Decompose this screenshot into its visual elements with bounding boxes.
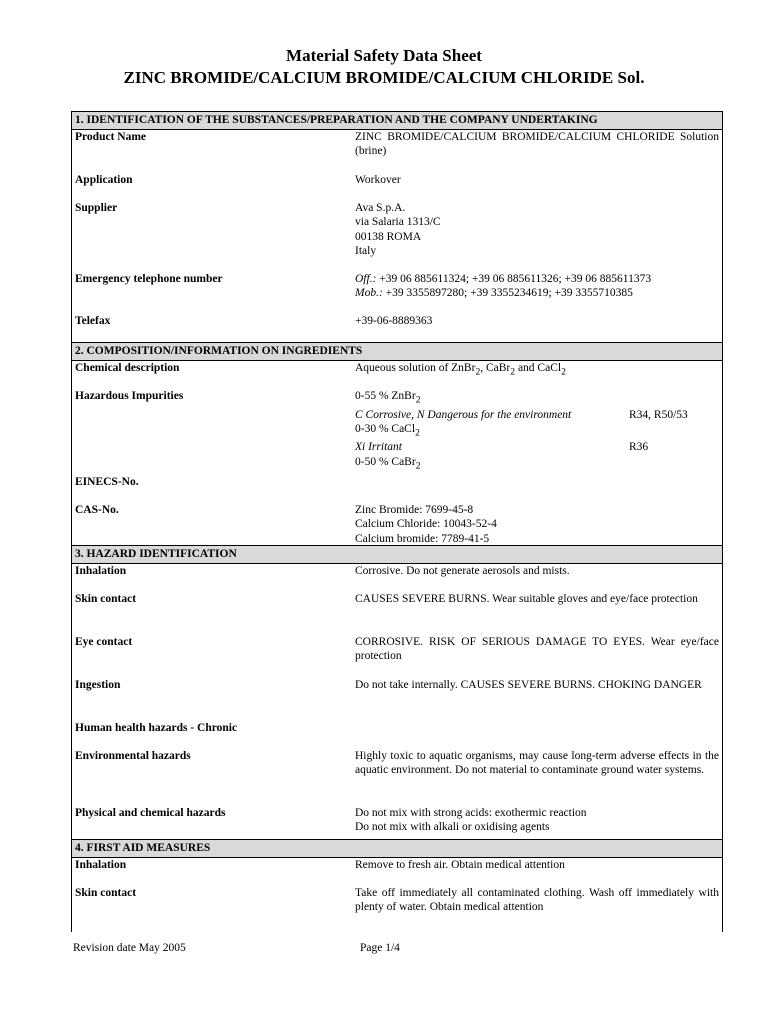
impurity-text: 0-50 % CaBr — [355, 455, 416, 468]
product-name-value: ZINC BROMIDE/CALCIUM BROMIDE/CALCIUM CHLORIDE Solution (brine) — [355, 131, 719, 158]
application-label: Application — [75, 174, 133, 186]
office-prefix: Off.: — [355, 273, 377, 285]
eye-contact-label: Eye contact — [75, 636, 133, 648]
ingestion-label: Ingestion — [75, 679, 121, 691]
chemical-description-label: Chemical description — [75, 362, 180, 374]
skin-contact-value: CAUSES SEVERE BURNS. Wear suitable gloves and eye/face protection — [355, 593, 698, 605]
section-4-heading: 4. FIRST AID MEASURES — [72, 839, 722, 858]
emergency-office-line — [355, 272, 719, 286]
application-value: Workover — [355, 174, 401, 186]
s3-ingestion-row — [72, 678, 722, 721]
supplier-line: Italy — [355, 244, 377, 257]
document-title: Material Safety Data Sheet — [286, 46, 482, 65]
revision-date: Revision date May 2005 — [73, 942, 186, 954]
cas-row — [72, 503, 722, 545]
cas-value — [355, 503, 719, 546]
subscript: 2 — [510, 366, 516, 378]
chemical-description-row — [72, 361, 722, 389]
impurity-line — [355, 455, 719, 474]
emergency-row — [72, 272, 722, 314]
physical-hazards-label: Physical and chemical hazards — [75, 807, 226, 819]
physical-hazards-line: Do not mix with strong acids: exothermic reaction — [355, 807, 587, 819]
section-2-heading: 2. COMPOSITION/INFORMATION ON INGREDIENTS — [72, 342, 722, 361]
hazardous-impurities-value — [355, 389, 719, 473]
emergency-label: Emergency telephone number — [75, 273, 223, 285]
hazard-classification: C Corrosive, N Dangerous for the environment — [355, 408, 572, 421]
page-number: Page 1/4 — [360, 942, 400, 954]
telefax-value: +39-06-8889363 — [355, 315, 433, 327]
environmental-hazards-label: Environmental hazards — [75, 750, 191, 762]
section-3-heading: 3. HAZARD IDENTIFICATION — [72, 545, 722, 564]
chronic-hazards-label: Human health hazards - Chronic — [75, 722, 238, 734]
telefax-label: Telefax — [75, 315, 111, 327]
first-aid-inhalation-value: Remove to fresh air. Obtain medical attention — [355, 859, 565, 871]
telefax-row — [72, 314, 722, 342]
impurity-line — [355, 440, 719, 454]
risk-phrase-code: R34, R50/53 — [629, 408, 688, 421]
s3-env-row — [72, 749, 722, 806]
first-aid-skin-label: Skin contact — [75, 887, 137, 899]
cas-line: Zinc Bromide: 7699-45-8 — [355, 504, 474, 516]
inhalation-value: Corrosive. Do not generate aerosols and mists. — [355, 565, 570, 577]
chemical-description-value — [355, 361, 719, 380]
emergency-value — [355, 272, 719, 301]
supplier-line: via Salaria 1313/C — [355, 216, 441, 229]
physical-hazards-line: Do not mix with alkali or oxidising agents — [355, 821, 550, 834]
application-row — [72, 173, 722, 201]
product-name-label: Product Name — [75, 131, 147, 143]
office-numbers: +39 06 885611324; +39 06 885611326; +39 06 885611373 — [376, 273, 652, 285]
first-aid-inhalation-label: Inhalation — [75, 859, 127, 871]
s3-skin-row — [72, 592, 722, 635]
s3-inhalation-row — [72, 564, 722, 592]
cas-line: Calcium Chloride: 10043-52-4 — [355, 518, 497, 531]
supplier-value — [355, 201, 719, 258]
supplier-line: Ava S.p.A. — [355, 202, 406, 214]
cas-label: CAS-No. — [75, 504, 119, 516]
eye-contact-value: CORROSIVE. RISK OF SERIOUS DAMAGE TO EYES. Wear eye/face protection — [355, 636, 719, 663]
subscript: 2 — [415, 427, 420, 439]
s4-skin-row — [72, 886, 722, 932]
cas-line: Calcium bromide: 7789-41-5 — [355, 532, 490, 545]
einecs-row — [72, 475, 722, 503]
formula-text: , CaBr — [480, 362, 511, 374]
inhalation-label: Inhalation — [75, 565, 127, 577]
formula-text: Aqueous solution of ZnBr — [355, 362, 476, 374]
supplier-row — [72, 201, 722, 272]
section-1-heading: 1. IDENTIFICATION OF THE SUBSTANCES/PREPARATION AND THE COMPANY UNDERTAKING — [72, 111, 722, 130]
risk-phrase-code: R36 — [629, 441, 649, 454]
s3-chronic-row — [72, 721, 722, 749]
subscript: 2 — [475, 366, 481, 378]
supplier-label: Supplier — [75, 202, 118, 214]
s3-eye-row — [72, 635, 722, 678]
impurity-line — [355, 422, 719, 441]
hazardous-impurities-label: Hazardous Impurities — [75, 390, 184, 402]
msds-table — [71, 111, 723, 932]
mobile-numbers: +39 3355897280; +39 3355234619; +39 3355710385 — [382, 287, 633, 300]
supplier-line: 00138 ROMA — [355, 230, 422, 243]
formula-text: and CaCl — [515, 362, 562, 374]
skin-contact-label: Skin contact — [75, 593, 137, 605]
impurity-line — [355, 389, 719, 408]
s4-inhalation-row — [72, 858, 722, 886]
mobile-prefix: Mob.: — [355, 287, 383, 300]
einecs-label: EINECS-No. — [75, 476, 139, 488]
s3-phys-row — [72, 806, 722, 839]
subscript: 2 — [415, 460, 421, 472]
document-title-block — [0, 45, 768, 89]
emergency-mobile-line — [355, 286, 719, 300]
impurity-line — [355, 408, 719, 422]
subscript: 2 — [415, 394, 421, 406]
physical-hazards-value — [355, 806, 719, 835]
product-name-row — [72, 130, 722, 173]
environmental-hazards-value: Highly toxic to aquatic organisms, may cause long-term adverse effects in the aquatic environment. Do not material to contaminate ground water systems. — [355, 750, 719, 777]
ingestion-value: Do not take internally. CAUSES SEVERE BURNS. CHOKING DANGER — [355, 679, 702, 691]
first-aid-skin-value: Take off immediately all contaminated clothing. Wash off immediately with plenty of water. Obtain medical attention — [355, 887, 719, 914]
document-subtitle: ZINC BROMIDE/CALCIUM BROMIDE/CALCIUM CHLORIDE Sol. — [123, 68, 645, 87]
hazard-classification: Xi Irritant — [355, 441, 402, 454]
subscript: 2 — [561, 366, 566, 378]
impurity-text: 0-30 % CaCl — [355, 422, 416, 435]
impurity-text: 0-55 % ZnBr — [355, 390, 416, 402]
hazardous-impurities-row — [72, 389, 722, 475]
